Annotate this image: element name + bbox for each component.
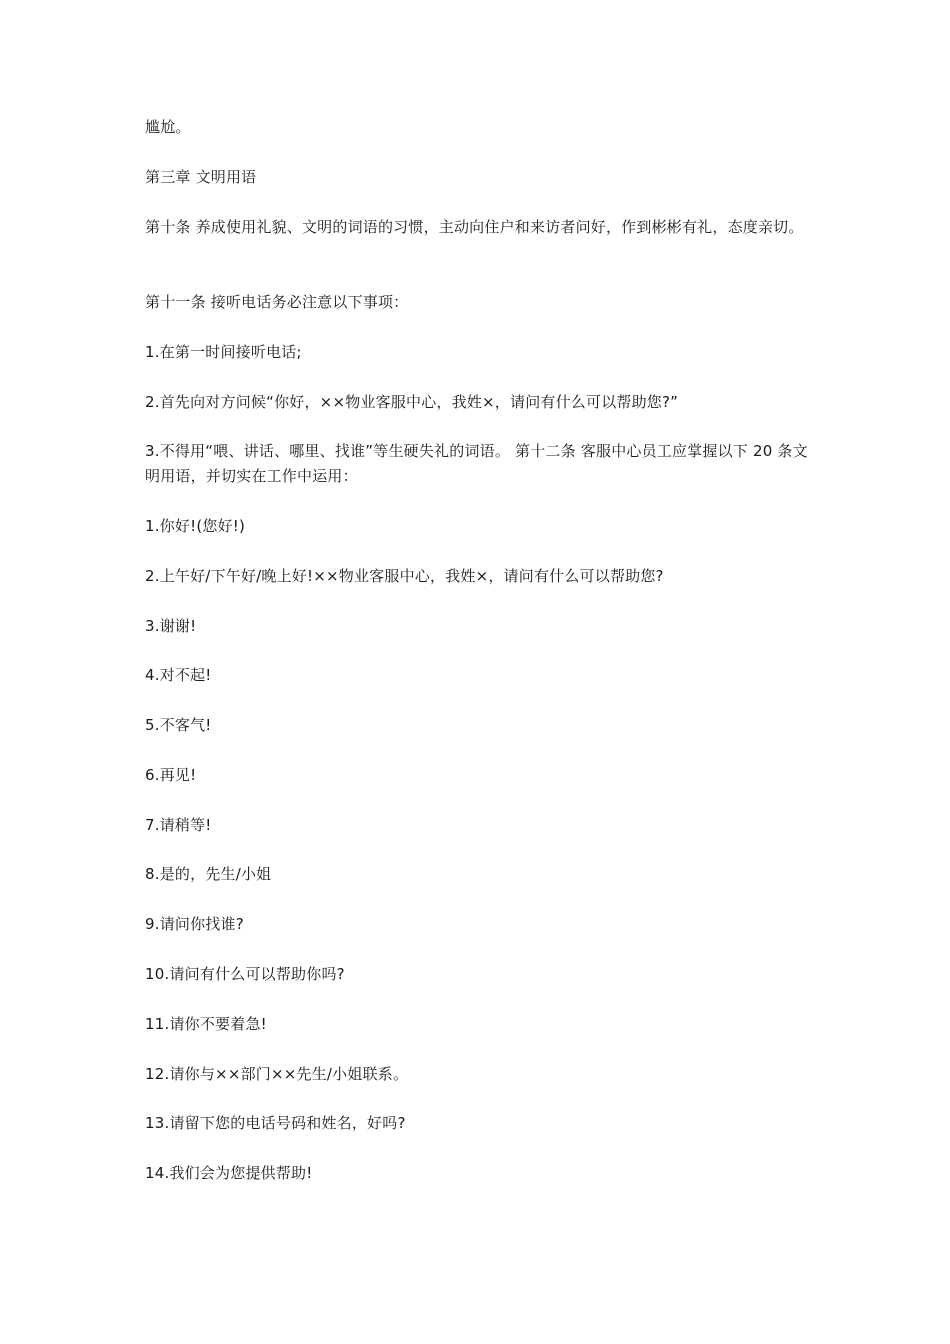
phrase-14: 14.我们会为您提供帮助! [145,1164,313,1182]
phrase-11: 11.请你不要着急! [145,1015,267,1033]
phrase-1: 1.你好!(您好!) [145,517,246,535]
phone-rule-1: 1.在第一时间接听电话; [145,343,302,361]
phrase-13: 13.请留下您的电话号码和姓名，好吗? [145,1114,406,1132]
phrase-12: 12.请你与××部门××先生/小姐联系。 [145,1065,409,1083]
chapter-heading: 第三章 文明用语 [145,168,257,186]
phrase-6: 6.再见! [145,766,197,784]
article-11: 第十一条 接听电话务必注意以下事项： [145,293,409,311]
phrase-5: 5.不客气! [145,716,212,734]
phrase-9: 9.请问你找谁? [145,915,244,933]
article-10: 第十条 养成使用礼貌、文明的词语的习惯，主动向住户和来访者问好，作到彬彬有礼，态度亲切。 [145,218,804,236]
paragraph-awkward: 尴尬。 [145,118,191,136]
phrase-2: 2.上午好/下午好/晚上好!××物业客服中心，我姓×，请问有什么可以帮助您? [145,567,664,585]
phrase-7: 7.请稍等! [145,816,212,834]
phrase-8: 8.是的，先生/小姐 [145,865,272,883]
phrase-10: 10.请问有什么可以帮助你吗? [145,965,345,983]
phrase-3: 3.谢谢! [145,617,197,635]
phone-rule-2: 2.首先向对方问候“你好，××物业客服中心，我姓×，请问有什么可以帮助您?” [145,393,679,411]
phrase-4: 4.对不起! [145,666,212,684]
phone-rule-3-article-12: 3.不得用“喂、讲话、哪里、找谁”等生硬失礼的词语。 第十二条 客服中心员工应掌握以下 20 条文明用语，并切实在工作中运用： [145,442,808,485]
